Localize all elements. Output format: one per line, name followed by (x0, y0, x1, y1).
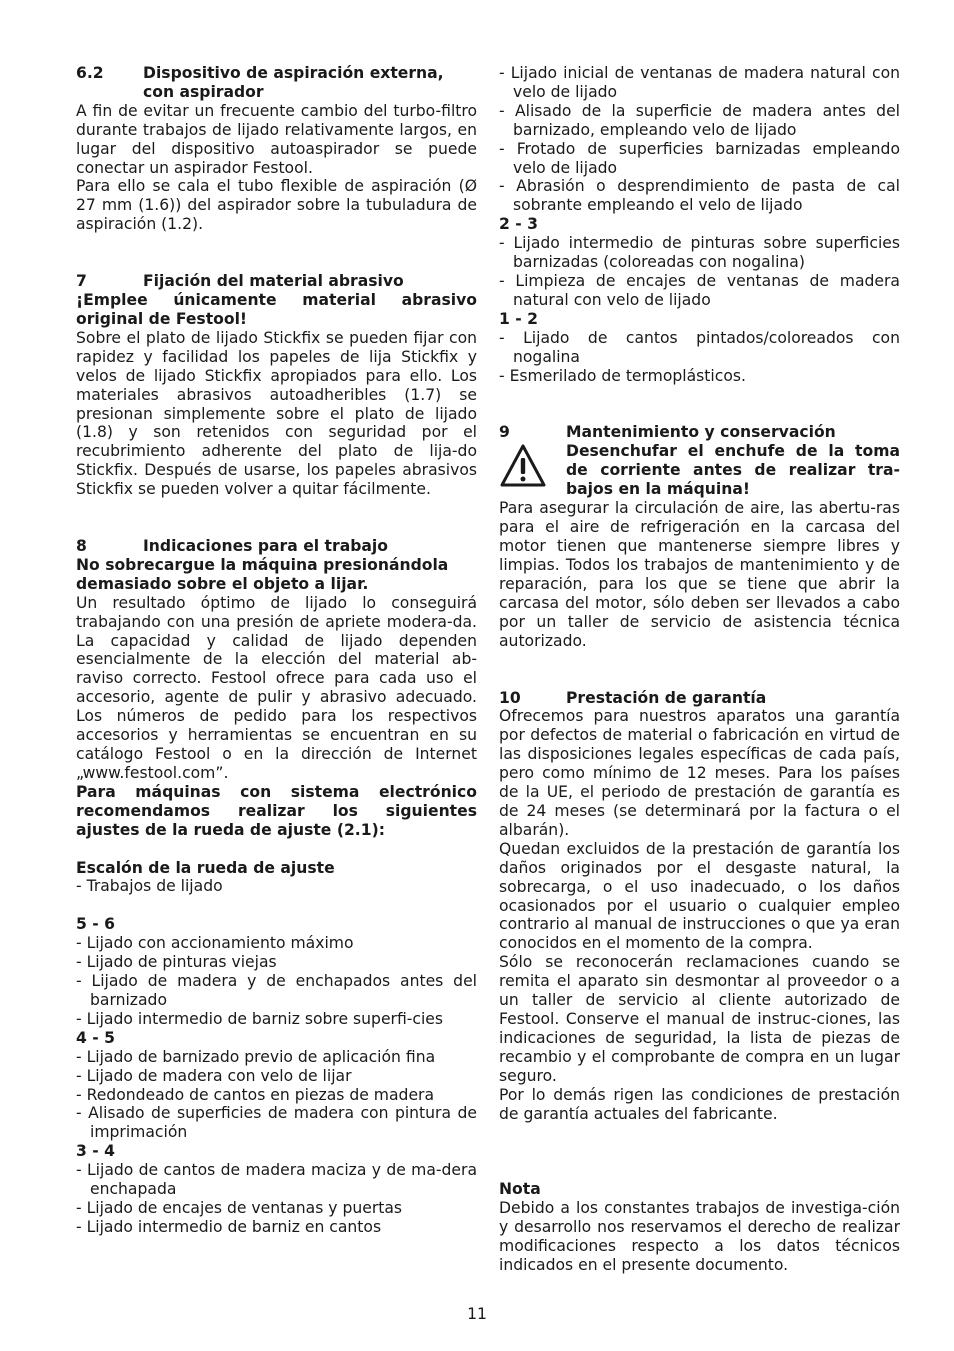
list-item: - Lijado de madera y de enchapados antes del barnizado (76, 972, 477, 1009)
section-number: 10 (499, 688, 521, 707)
paragraph: Debido a los constantes trabajos de investiga-ción y desarrollo nos reservamos el derecho de realizar modificaciones respecto a los datos técnicos indicados en el presente documento. (499, 1199, 900, 1275)
list-item: - Lijado intermedio de barniz sobre superfi-cies (76, 1009, 444, 1028)
list-item: - Lijado de barnizado previo de aplicación fina (76, 1047, 436, 1066)
page-number: 11 (467, 1305, 487, 1323)
paragraph: Ofrecemos para nuestros aparatos una garantía por defectos de material o fabricación en virtud de las disposiciones legales específicas de cada país, pero como mínimo de 12 meses. Para los países de la UE, el periodo de prestación de garantía es de 24 meses (se determinará por la factura o el albarán). (499, 707, 900, 839)
section-title: Prestación de garantía (566, 688, 767, 707)
paragraph: Un resultado óptimo de lijado lo conseguirá trabajando con una presión de apriete modera-da. La capacidad y calidad de lijado dependen esencialmente de la elección del material ab-raviso correcto. Festool ofrece para cada uso el accesorio, agente de pulir y abrasivo adecuado. Los números de pedido para los respectivos accesorios y herramientas se encuentran en su catálogo Festool o en la dirección de Internet „www.festool.com”. (76, 593, 477, 782)
section-title: Mantenimiento y conservación (566, 423, 836, 442)
list-item: - Limpieza de encajes de ventanas de madera natural con velo de lijado (499, 271, 900, 309)
section-title: Dispositivo de aspiración externa, con aspirador (143, 64, 444, 101)
section-8-heading (76, 537, 477, 556)
warning-text: Desenchufar el enchufe de la toma de corriente antes de realizar tra-bajos en la máquina! (566, 442, 900, 499)
setting-label: 1 - 2 (499, 309, 539, 328)
paragraph: Por lo demás rigen las condiciones de prestación de garantía actuales del fabricante. (499, 1085, 900, 1123)
section-number: 9 (499, 423, 510, 442)
bold-notice: No sobrecargue la máquina presionándola demasiado sobre el objeto a lijar. (76, 555, 449, 593)
section-number: 6.2 (76, 64, 104, 82)
list-item: - Redondeado de cantos en piezas de madera (76, 1085, 435, 1104)
setting-label: 4 - 5 (76, 1028, 116, 1047)
list-item: - Lijado de cantos pintados/coloreados con nogalina (499, 328, 900, 366)
left-column (76, 64, 477, 1237)
right-column (499, 64, 900, 1275)
list-item: - Trabajos de lijado (76, 877, 223, 896)
paragraph: A fin de evitar un frecuente cambio del turbo-filtro durante trabajos de lijado relativamente largos, en lugar del dispositivo autoaspirador se puede conectar un aspirador Festool. (76, 101, 477, 177)
list-item: - Lijado intermedio de pinturas sobre superficies barnizadas (coloreadas con nogalina) (499, 234, 900, 272)
paragraph: Quedan excluidos de la prestación de garantía los daños originados por el desgaste natural, la sobrecarga, o el uso inadecuado, o los daños ocasionados por el usuario o cualquier empleo contrario al manual de instrucciones o que ya eran conocidos en el momento de la compra. (499, 839, 900, 953)
section-number: 8 (76, 537, 87, 556)
list-item: - Lijado de encajes de ventanas y puertas (76, 1198, 403, 1217)
list-item: - Frotado de superficies barnizadas empleando velo de lijado (499, 139, 900, 177)
section-title: Indicaciones para el trabajo (143, 537, 388, 556)
paragraph: Sólo se reconocerán reclamaciones cuando se remita el aparato sin desmontar al proveedor o a un taller de servicio al cliente autorizado de Festool. Conserve el manual de instruc-ciones, las indicaciones de seguridad, la lista de piezas de recambio y el comprobante de compra en un lugar seguro. (499, 953, 900, 1085)
list-item: - Lijado inicial de ventanas de madera natural con velo de lijado (499, 64, 900, 101)
section-9-heading (499, 423, 900, 442)
setting-label: 2 - 3 (499, 215, 539, 234)
bold-notice: ¡Emplee únicamente material abrasivo original de Festool! (76, 291, 477, 328)
warning-block (499, 442, 900, 499)
list-item: - Esmerilado de termoplásticos. (499, 366, 746, 385)
list-item: - Alisado de la superficie de madera antes del barnizado, empleando velo de lijado (499, 101, 900, 139)
section-number: 7 (76, 272, 87, 291)
section-6-2-heading (76, 64, 477, 102)
list-item: - Lijado con accionamiento máximo (76, 934, 354, 953)
list-item: - Lijado de cantos de madera maciza y de ma-dera enchapada (76, 1161, 477, 1199)
list-item: - Abrasión o desprendimiento de pasta de cal sobrante empleando el velo de lijado (499, 177, 900, 215)
section-title: Fijación del material abrasivo (143, 272, 404, 291)
warning-triangle-icon (499, 442, 566, 499)
list-item: - Lijado de pinturas viejas (76, 953, 277, 972)
list-item: - Alisado de superficies de madera con pintura de imprimación (76, 1104, 477, 1142)
section-10-heading (499, 689, 900, 708)
setting-label: 5 - 6 (76, 915, 116, 934)
bold-notice: Para máquinas con sistema electrónico recomendamos realizar los siguientes ajustes de la rueda de ajuste (2.1): (76, 782, 477, 839)
paragraph: Sobre el plato de lijado Stickfix se pueden fijar con rapidez y facilidad los papeles de lija Stickfix y velos de lijado Stickfix apropiados para ello. Los materiales abrasivos autoadheribles (1.7) se presionan simplemente sobre el plato de lijado (1.8) y son retenidos con seguridad por el recubrimiento adherente del plato de lija-do Stickfix. Después de usarse, los papeles abrasivos Stickfix se pueden volver a quitar fácilmente. (76, 328, 477, 499)
setting-label: 3 - 4 (76, 1142, 116, 1161)
note-heading: Nota (499, 1180, 541, 1199)
subheading: Escalón de la rueda de ajuste (76, 858, 335, 877)
list-item: - Lijado intermedio de barniz en cantos (76, 1217, 382, 1236)
paragraph: Para ello se cala el tubo flexible de aspiración (Ø 27 mm (1.6)) del aspirador sobre la tubuladura de aspiración (1.2). (76, 177, 477, 234)
section-7-heading (76, 272, 477, 291)
list-item: - Lijado de madera con velo de lijar (76, 1066, 352, 1085)
paragraph: Para asegurar la circulación de aire, las abertu-ras para el aire de refrigeración en la carcasa del motor tienen que mantenerse siempre libres y limpias. Todos los trabajos de mantenimiento y de reparación, para los que se tiene que abrir la carcasa del motor, sólo deben ser llevados a cabo por un taller de servicio de asistencia técnica autorizado. (499, 499, 900, 650)
